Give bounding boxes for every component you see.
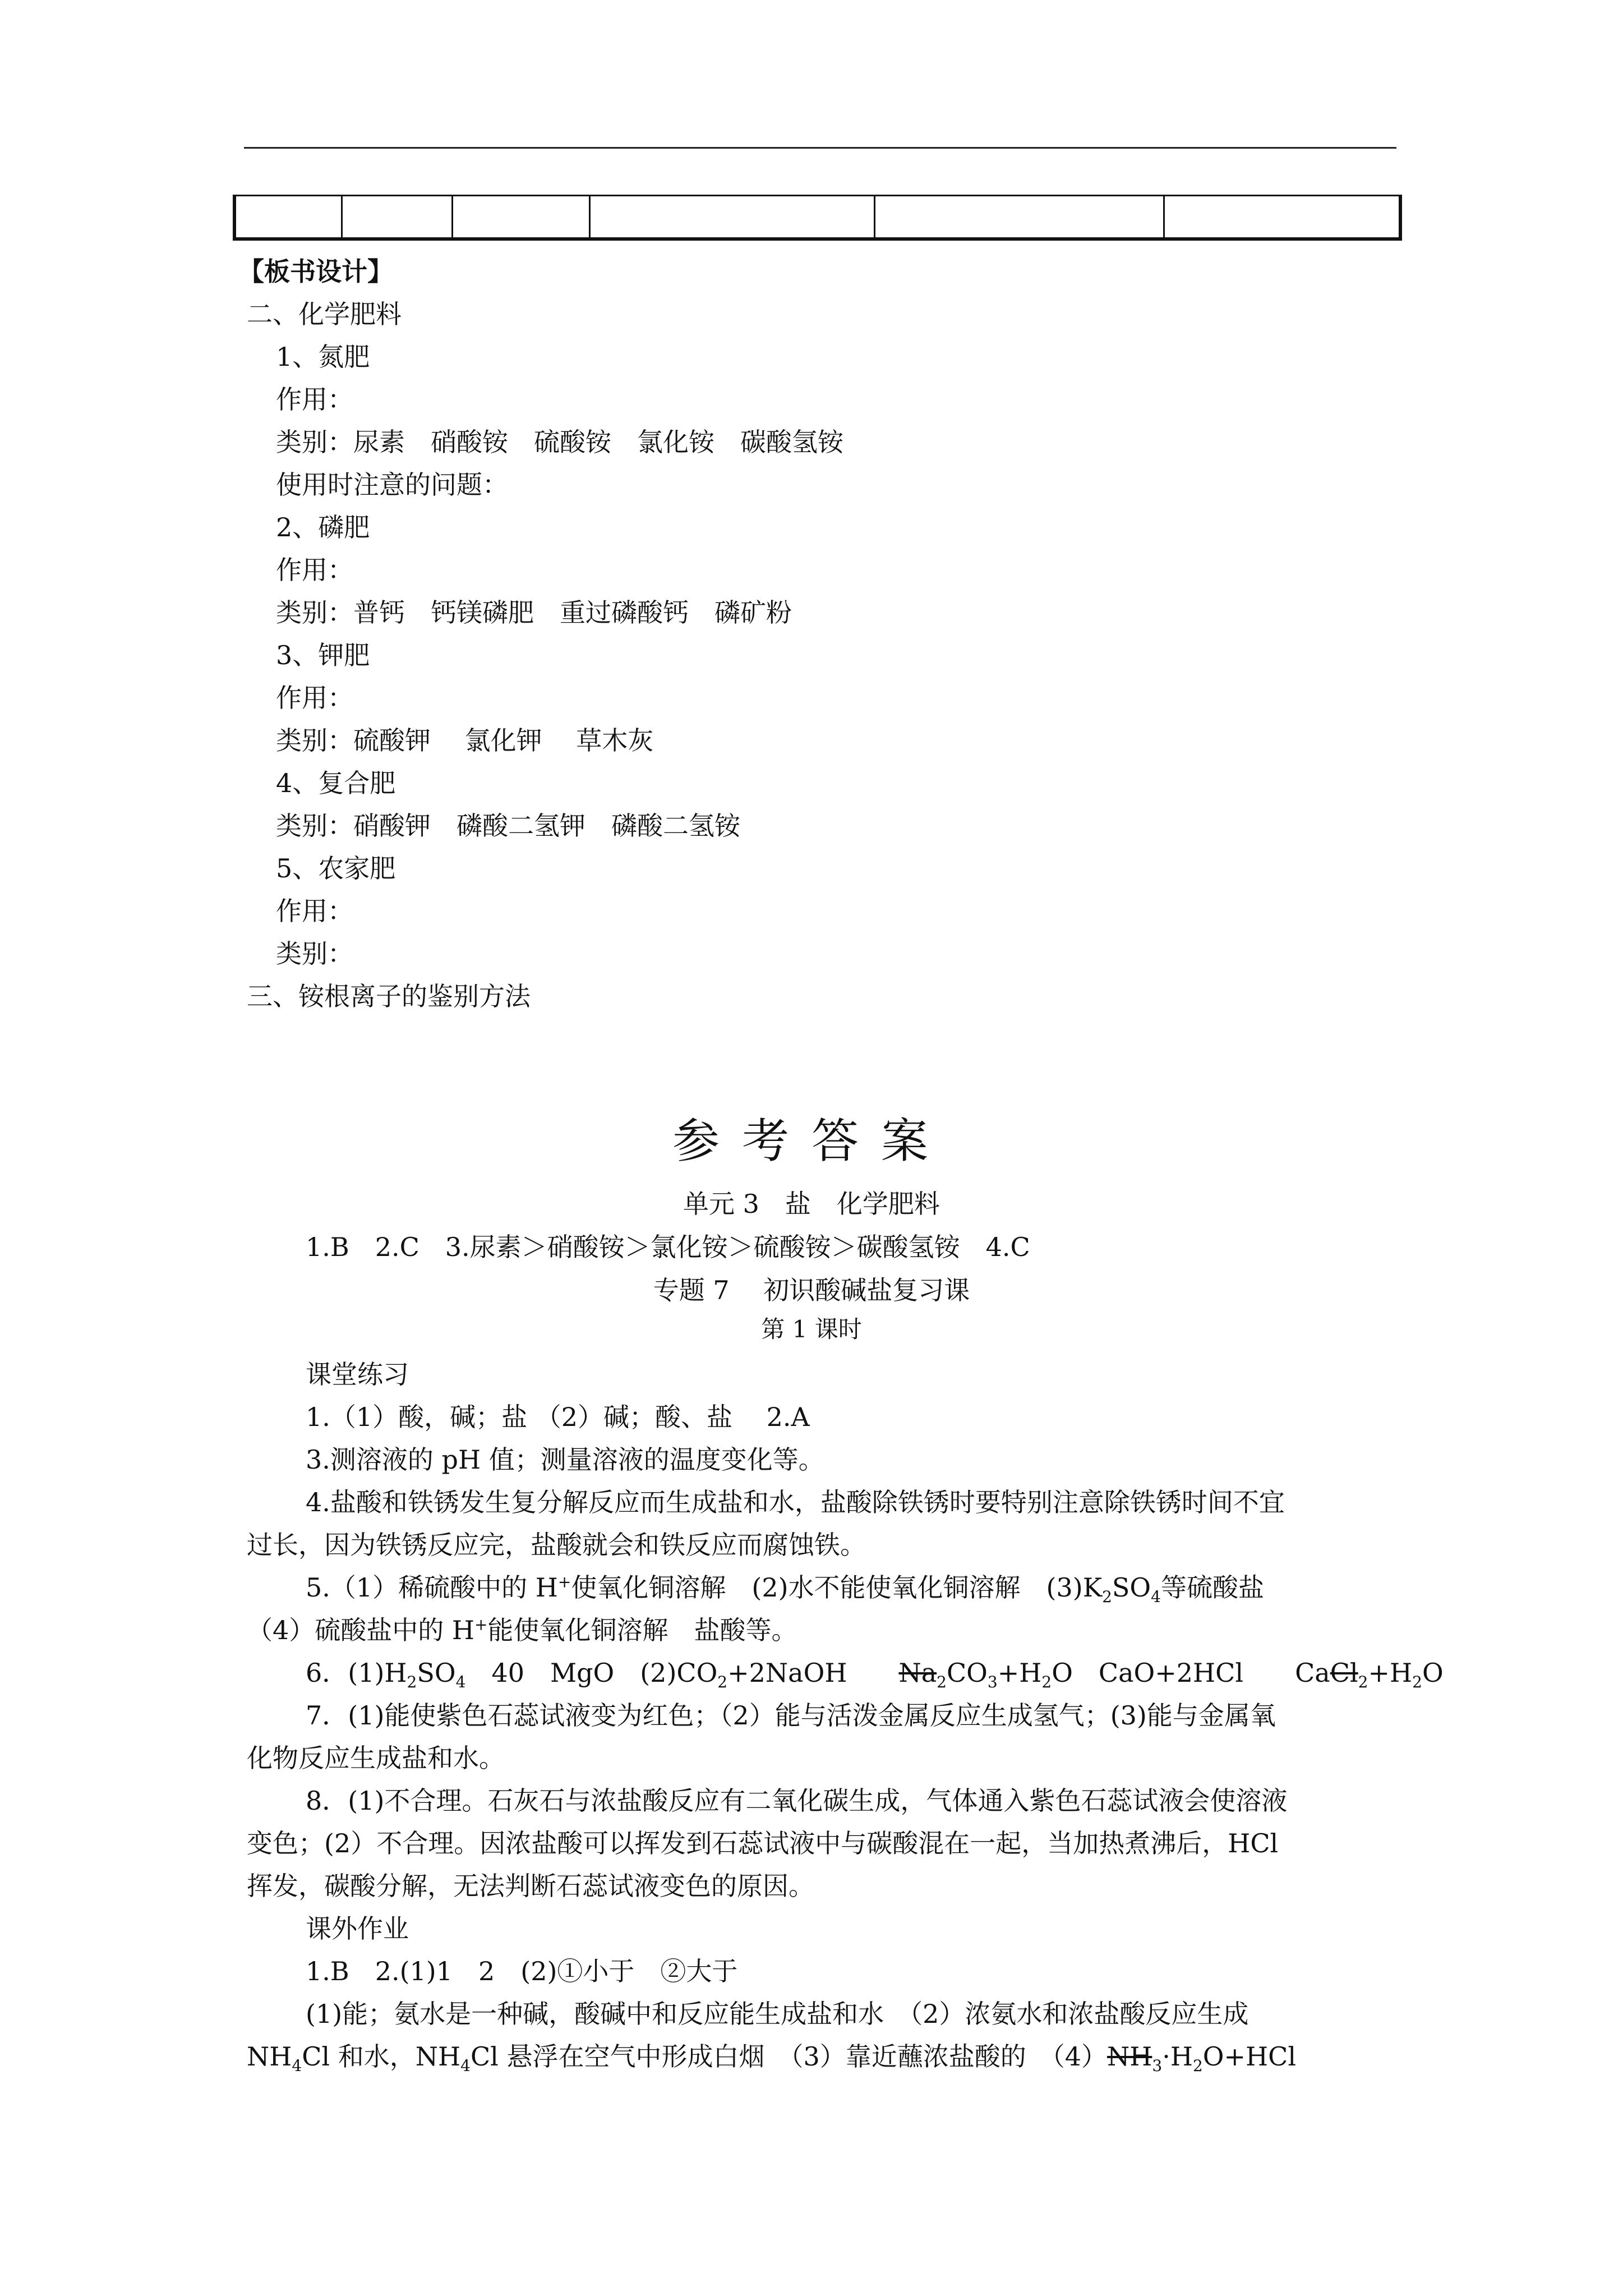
text-run: +2NaOH xyxy=(727,1658,847,1688)
subscript: 4 xyxy=(1151,1588,1161,1607)
answer-q6 xyxy=(306,1656,1444,1690)
subscript: 4 xyxy=(460,2056,471,2076)
text-run: O+HCl xyxy=(1202,2041,1297,2072)
answer-q8-line2: 变色；(2）不合理。因浓盐酸可以挥发到石蕊试液中与碳酸混在一起，当加热煮沸后，HCl xyxy=(247,1828,1279,1858)
phosphorus-use: 作用： xyxy=(276,555,353,585)
section-fertilizer: 二、化学肥料 xyxy=(247,299,402,329)
phosphorus-types: 类别：普钙 钙镁磷肥 重过磷酸钙 磷矿粉 xyxy=(276,597,792,628)
answer-q7-line2: 化物反应生成盐和水。 xyxy=(247,1743,505,1773)
text-run: 6．(1)H xyxy=(306,1658,407,1688)
text-run: O CaO+2HCl xyxy=(1052,1658,1244,1688)
answer-q4-line2: 过长，因为铁锈反应完，盐酸就会和铁反应而腐蚀铁。 xyxy=(247,1530,866,1560)
superscript: + xyxy=(474,1615,488,1634)
farm-title: 5、农家肥 xyxy=(276,853,396,884)
board-heading: 【板书设计】 xyxy=(238,256,393,287)
table-cell xyxy=(1165,196,1399,237)
subscript: 2 xyxy=(407,1673,417,1692)
text-run: NH xyxy=(247,2041,292,2072)
text-run: Cl 和水，NH xyxy=(302,2041,461,2072)
answer-q5-line1 xyxy=(306,1571,1264,1607)
table-cell xyxy=(453,196,591,237)
table-cell xyxy=(591,196,875,237)
text-run: ·H xyxy=(1162,2041,1193,2072)
farm-use: 作用： xyxy=(276,896,353,926)
text-run: 5.（1）稀硫酸中的 H xyxy=(306,1572,558,1603)
lesson1-heading: 第 1 课时 xyxy=(761,1315,862,1343)
subscript: 2 xyxy=(1102,1588,1112,1607)
answer-q5-line2 xyxy=(247,1613,797,1647)
subscript: 3 xyxy=(1152,2056,1163,2076)
subscript: 2 xyxy=(937,1673,947,1692)
text-run: 等硫酸盐 xyxy=(1160,1572,1264,1603)
table-cell xyxy=(875,196,1165,237)
text-run: SO xyxy=(1112,1572,1151,1603)
text-run: O xyxy=(1422,1658,1444,1688)
phosphorus-title: 2、磷肥 xyxy=(276,512,370,542)
class-practice-label: 课堂练习 xyxy=(306,1359,409,1389)
homework-label: 课外作业 xyxy=(306,1913,409,1944)
text-run: 能使氧化铜溶解 盐酸等。 xyxy=(487,1615,797,1645)
text-run: +H xyxy=(1368,1658,1413,1688)
subscript: 2 xyxy=(717,1673,728,1692)
farm-types: 类别： xyxy=(276,938,353,969)
answer-q1: 1.（1）酸，碱；盐 （2）碱；酸、盐 2.A xyxy=(306,1402,810,1432)
section-ammonium: 三、铵根离子的鉴别方法 xyxy=(247,981,531,1011)
nitrogen-title: 1、氮肥 xyxy=(276,342,370,372)
subscript: 2 xyxy=(1041,1673,1052,1692)
text-run: （4）硫酸盐中的 H xyxy=(247,1615,475,1645)
header-rule xyxy=(244,147,1396,149)
unit3-heading: 单元 3 盐 化学肥料 xyxy=(683,1189,940,1219)
text-run: Ca xyxy=(1295,1658,1330,1688)
strikethrough-text: Cl xyxy=(1330,1658,1358,1688)
superscript: + xyxy=(557,1572,571,1591)
subscript: 2 xyxy=(1192,2056,1203,2076)
text-run: 使氧化铜溶解 (2)水不能使氧化铜溶解 (3)K xyxy=(571,1572,1103,1603)
topic7-heading: 专题 7 初识酸碱盐复习课 xyxy=(653,1275,970,1305)
potassium-use: 作用： xyxy=(276,683,353,713)
subscript: 2 xyxy=(1412,1673,1422,1692)
table-fragment xyxy=(233,195,1402,241)
subscript: 3 xyxy=(987,1673,998,1692)
answers-title: 参考答案 xyxy=(672,1114,951,1168)
answer-q7-line1: 7．(1)能使紫色石蕊试液变为红色；（2）能与活泼金属反应生成氢气；(3)能与金属氧 xyxy=(306,1700,1276,1731)
potassium-types: 类别：硫酸钾 氯化钾 草木灰 xyxy=(276,725,654,756)
compound-types: 类别：硝酸钾 磷酸二氢钾 磷酸二氢铵 xyxy=(276,811,740,841)
subscript: 4 xyxy=(292,2056,302,2076)
subscript: 4 xyxy=(455,1673,466,1692)
homework-answer-1: 1.B 2.(1)1 2 (2)①小于 ②大于 xyxy=(306,1956,738,1986)
answer-q8-line1: 8．(1)不合理。石灰石与浓盐酸反应有二氧化碳生成，气体通入紫色石蕊试液会使溶液 xyxy=(306,1786,1288,1816)
text-run: CO xyxy=(946,1658,988,1688)
potassium-title: 3、钾肥 xyxy=(276,640,370,670)
answer-q4-line1: 4.盐酸和铁锈发生复分解反应而生成盐和水，盐酸除铁锈时要特别注意除铁锈时间不宜 xyxy=(306,1487,1285,1517)
answer-q3: 3.测溶液的 pH 值；测量溶液的温度变化等。 xyxy=(306,1444,824,1475)
nitrogen-use: 作用： xyxy=(276,384,353,415)
text-run: 40 MgO (2)CO xyxy=(465,1658,718,1688)
text-run: SO xyxy=(417,1658,456,1688)
strikethrough-text: Na xyxy=(898,1658,937,1688)
nitrogen-types: 类别：尿素 硝酸铵 硫酸铵 氯化铵 碳酸氢铵 xyxy=(276,427,843,457)
unit3-answers: 1.B 2.C 3.尿素＞硝酸铵＞氯化铵＞硫酸铵＞碳酸氢铵 4.C xyxy=(306,1232,1030,1262)
compound-title: 4、复合肥 xyxy=(276,768,396,798)
strikethrough-text: NH xyxy=(1107,2041,1152,2072)
homework-answer-2-line2 xyxy=(247,2040,1297,2076)
text-run: Cl 悬浮在空气中形成白烟 （3）靠近蘸浓盐酸的 （4） xyxy=(470,2041,1108,2072)
table-cell xyxy=(343,196,453,237)
subscript: 2 xyxy=(1358,1673,1368,1692)
homework-answer-2-line1: (1)能；氨水是一种碱，酸碱中和反应能生成盐和水 （2）浓氨水和浓盐酸反应生成 xyxy=(306,1999,1249,2029)
answer-q8-line3: 挥发，碳酸分解，无法判断石蕊试液变色的原因。 xyxy=(247,1871,814,1901)
text-run: +H xyxy=(997,1658,1042,1688)
nitrogen-note: 使用时注意的问题： xyxy=(276,470,508,500)
table-cell xyxy=(236,196,343,237)
